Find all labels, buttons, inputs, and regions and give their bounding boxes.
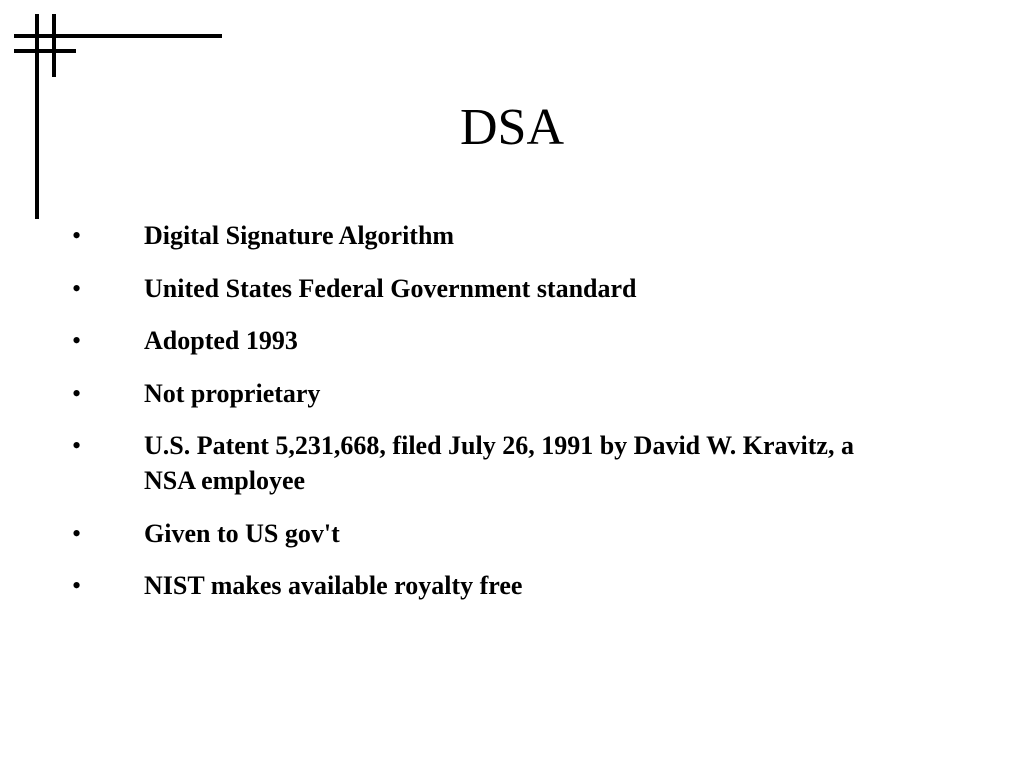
bullet-list (72, 218, 892, 621)
bullet-marker: • (72, 221, 82, 250)
bullet-marker: • (72, 431, 82, 460)
bullet-text: Given to US gov't (144, 518, 340, 548)
bullet-marker: • (72, 326, 82, 355)
bullet-item (72, 376, 892, 411)
bullet-item (72, 218, 892, 253)
bullet-item (72, 323, 892, 358)
bullet-text: Digital Signature Algorithm (144, 221, 455, 250)
bullet-text: United States Federal Government standard (144, 273, 637, 303)
bullet-item (72, 516, 892, 551)
slide-title: DSA (459, 99, 565, 156)
bullet-marker: • (72, 378, 82, 408)
bullet-marker: • (72, 518, 82, 548)
bullet-item (72, 568, 892, 603)
bullet-item (72, 271, 892, 306)
bullet-text: U.S. Patent 5,231,668, filed July 26, 1991 by David W. Kravitz, a NSA employee (144, 431, 854, 495)
bullet-marker: • (72, 273, 82, 303)
bullet-text: Not proprietary (144, 378, 321, 408)
bullet-text: NIST makes available royalty free (144, 571, 523, 600)
bullet-item (72, 428, 892, 498)
bullet-marker: • (72, 571, 82, 600)
bullet-text: Adopted 1993 (144, 326, 298, 355)
